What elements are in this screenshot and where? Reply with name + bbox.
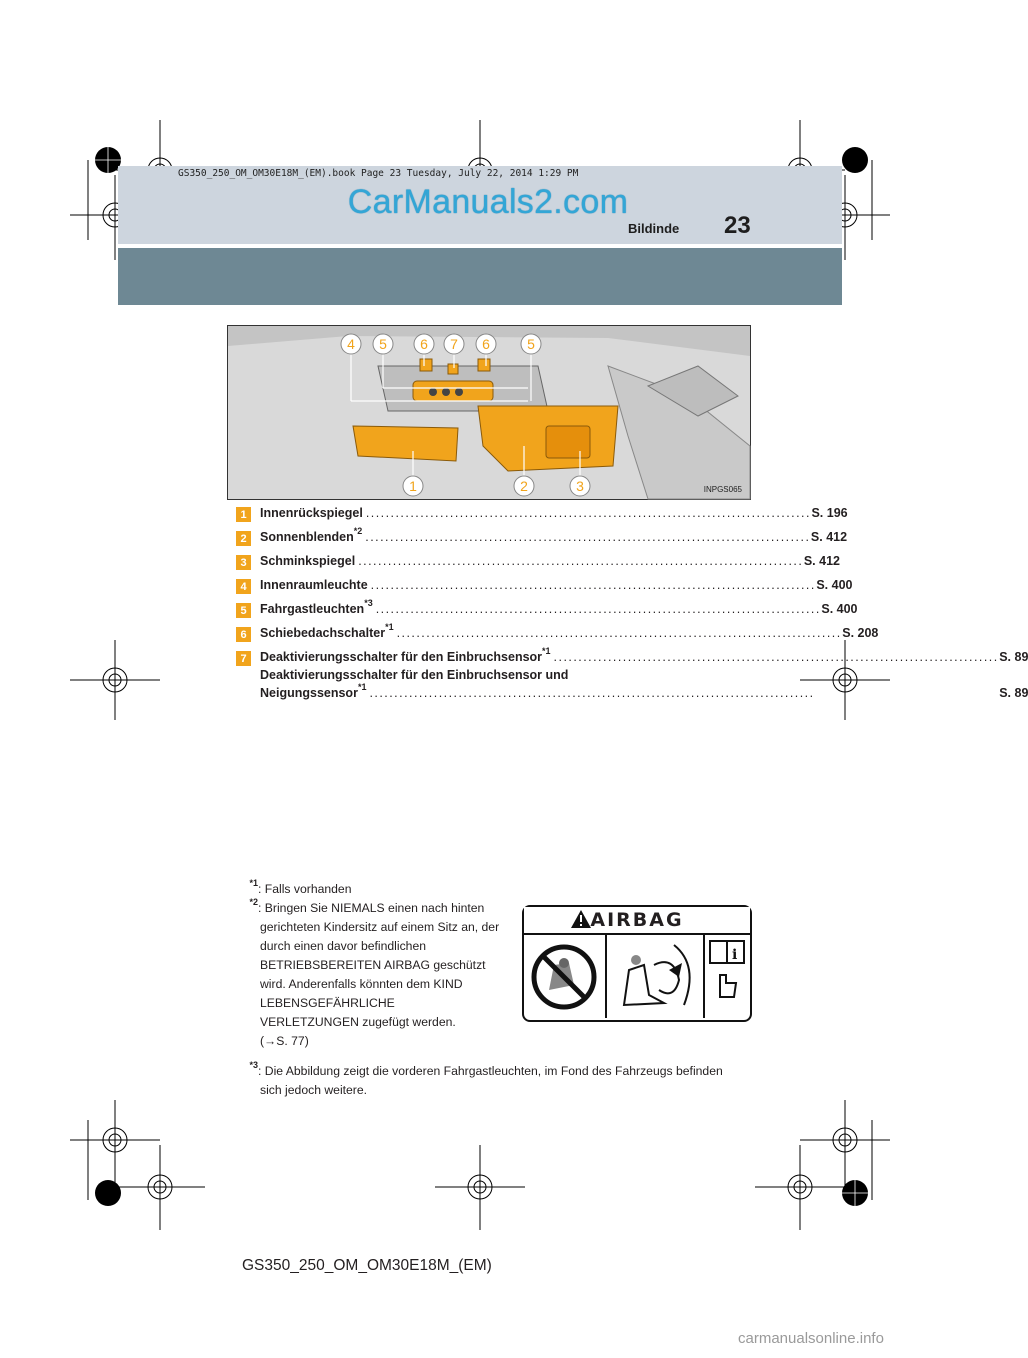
list-item	[236, 578, 853, 602]
item-label: Neigungssensor$^{*1}$	[260, 681, 367, 700]
callout-bottom-3: 3	[576, 478, 584, 494]
item-label: Fahrgastleuchten$^{*3}$	[260, 597, 373, 616]
callout-top-5: 6	[482, 336, 490, 352]
airbag-title	[524, 907, 750, 935]
callout-top-4: 7	[450, 336, 458, 352]
footnote-line: VERLETZUNGEN zugefügt werden.	[260, 1015, 456, 1029]
footnote-text: : Falls vorhanden	[258, 882, 352, 896]
footnote-line: gerichteten Kindersitz auf einem Sitz an, der	[260, 920, 500, 934]
airbag-warning-label	[522, 905, 752, 1022]
page-number: 23	[724, 212, 751, 239]
dot-leader	[365, 530, 808, 544]
footnote-line: durch einen davor befindlichen	[260, 939, 427, 953]
footnote-page-ref[interactable]: (→S. 77)	[260, 1034, 309, 1048]
footnote-line: : Die Abbildung zeigt die vorderen Fahrgastleuchten, im Fond des Fahrzeugs befinden	[258, 1064, 723, 1078]
item-label: Schiebedachschalter$^{*1}$	[260, 621, 394, 640]
footnote-line: LEBENSGEFÄHRLICHE	[260, 996, 395, 1010]
list-item	[236, 597, 858, 626]
dot-leader	[376, 602, 819, 616]
item-label: Sonnenblenden$^{*2}$	[260, 525, 363, 544]
airbag-deploy-icon	[624, 945, 690, 1005]
dot-leader	[397, 626, 840, 640]
interior-drawing	[228, 326, 750, 499]
item-number: 7	[236, 651, 251, 666]
page-reference[interactable]: S. 208	[842, 626, 879, 640]
page-reference[interactable]: S. 89	[999, 686, 1028, 700]
list-item	[236, 506, 848, 530]
warning-triangle-icon	[570, 909, 592, 936]
dot-leader	[366, 506, 809, 520]
header-band-dark	[118, 248, 842, 305]
page-reference[interactable]: S. 400	[816, 578, 853, 592]
footnote-1: $^{*1}$: Falls vorhanden	[249, 877, 352, 896]
item-text-block	[260, 645, 1028, 704]
page-reference[interactable]: S. 89	[999, 650, 1028, 664]
airbag-pictograms	[524, 935, 750, 1018]
item-number: 4	[236, 579, 251, 594]
footnote-3: $^{*3}$: Die Abbildung zeigt die vorderen Fahrgastleuchten, im Fond des Fahrzeugs befinden sich jedoch weitere.	[240, 1062, 750, 1100]
print-slug: GS350_250_OM_OM30E18M_(EM).book Page 23 Tuesday, July 22, 2014 1:29 PM	[178, 168, 579, 179]
watermark-bottom: carmanualsonline.info	[738, 1330, 884, 1347]
figure-code: INPGS065	[703, 485, 742, 494]
callout-top-1: 4	[347, 336, 355, 352]
no-rear-facing-seat-icon	[534, 947, 594, 1007]
page-reference[interactable]: S. 196	[811, 506, 848, 520]
dot-leader	[358, 554, 801, 568]
callout-top-3: 6	[420, 336, 428, 352]
section-title: Bildinde	[628, 221, 680, 236]
list-item	[236, 525, 848, 554]
page-reference[interactable]: S. 412	[803, 554, 840, 568]
item-label: Deaktivierungsschalter für den Einbruchsensor$^{*1}$	[260, 645, 551, 664]
callout-top-6: 5	[527, 336, 535, 352]
watermark-top: CarManuals2.com	[347, 183, 629, 221]
callout-bottom-1: 1	[409, 478, 417, 494]
manual-read-icon	[710, 941, 744, 997]
footnote-line: : Bringen Sie NIEMALS einen nach hinten	[258, 901, 485, 915]
list-item	[236, 554, 840, 578]
list-item	[236, 645, 1028, 716]
item-number: 3	[236, 555, 251, 570]
svg-text:i: i	[732, 947, 738, 963]
item-row	[260, 668, 1028, 686]
item-row	[260, 645, 1028, 668]
item-label: Innenraumleuchte	[260, 578, 368, 592]
item-row	[260, 681, 1028, 704]
item-number: 1	[236, 507, 251, 522]
footnote-line: wird. Anderenfalls könnten dem KIND	[260, 977, 463, 991]
footnote-line: BETRIEBSBEREITEN AIRBAG geschützt	[260, 958, 486, 972]
component-list	[236, 506, 1028, 716]
footer-doc-id: GS350_250_OM_OM30E18M_(EM)	[242, 1257, 492, 1274]
footnote-line: sich jedoch weitere.	[260, 1083, 368, 1097]
footnote-2: $^{*2}$: Bringen Sie NIEMALS einen nach hinten gerichteten Kindersitz auf einem Sitz an, der durch einen davor befindlichen BETRIEBSBEREITEN AIRBAG geschützt wird. Anderenfalls könnten dem KIND LEBENSGEFÄHRLICHE VERLETZUNGEN zugefügt werden. (→S. 77)	[240, 899, 510, 1051]
interior-illustration	[227, 325, 751, 500]
list-item	[236, 621, 879, 650]
item-label: Schminkspiegel	[260, 554, 356, 568]
dot-leader	[369, 686, 996, 704]
dot-leader	[371, 578, 814, 592]
item-number: 6	[236, 627, 251, 642]
item-number: 5	[236, 603, 251, 618]
page-reference[interactable]: S. 412	[810, 530, 848, 544]
dot-leader	[554, 650, 997, 668]
page-reference[interactable]: S. 400	[821, 602, 858, 616]
item-label: Deaktivierungsschalter für den Einbruchsensor und	[260, 668, 569, 682]
airbag-title-text: AIRBAG	[590, 909, 684, 931]
item-number: 2	[236, 531, 251, 546]
callout-bottom-2: 2	[520, 478, 528, 494]
callout-top-2: 5	[379, 336, 387, 352]
item-label: Innenrückspiegel	[260, 506, 363, 520]
